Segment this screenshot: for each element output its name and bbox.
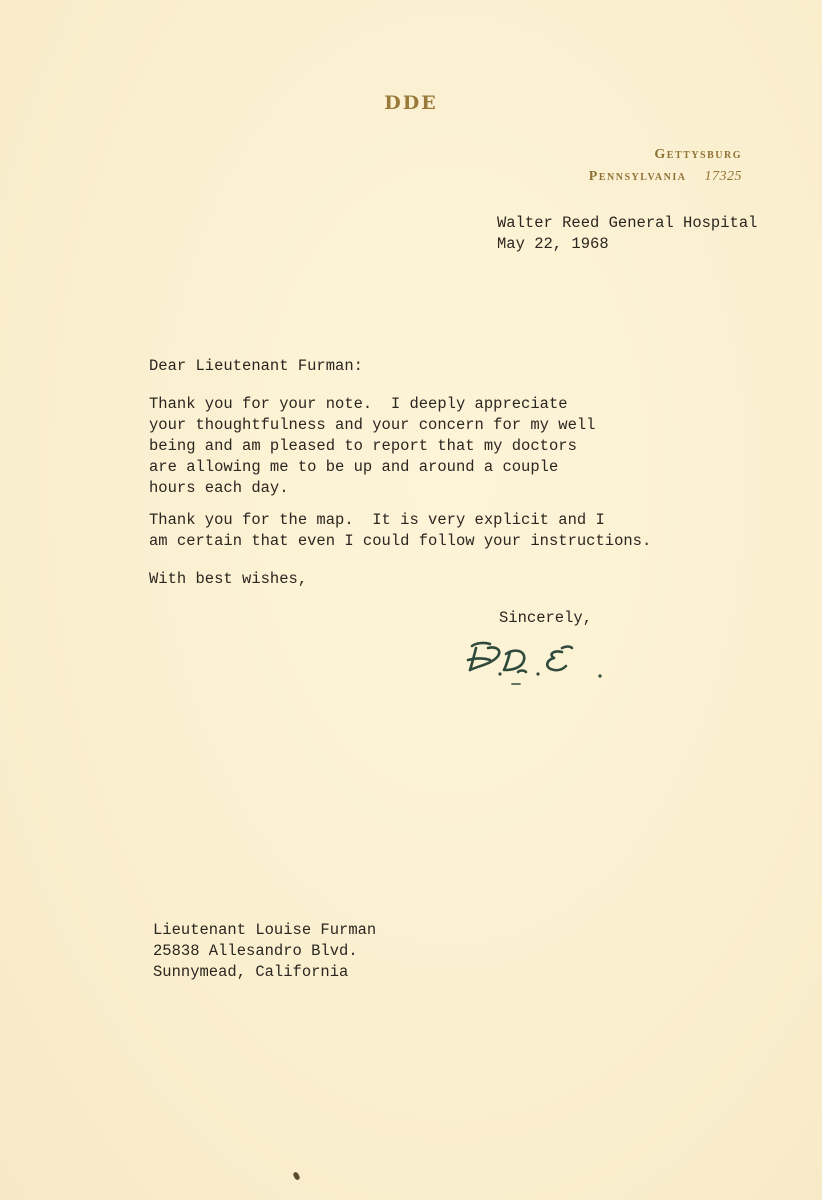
- paper-speck: [292, 1171, 300, 1180]
- letterhead-state-line: [589, 169, 742, 185]
- paragraph-line: am certain that even I could follow your instructions.: [149, 532, 652, 550]
- letterhead-state: Pennsylvania: [588, 169, 687, 184]
- closing-wish: With best wishes,: [149, 570, 308, 588]
- letterhead-monogram: DDE: [384, 92, 438, 114]
- paragraph-1: [149, 394, 595, 499]
- recipient-street: 25838 Allesandro Blvd.: [153, 942, 358, 960]
- paragraph-line: being and am pleased to report that my doctors: [149, 437, 577, 455]
- paragraph-line: hours each day.: [149, 479, 289, 497]
- letterhead-zip: 17325: [704, 169, 742, 184]
- recipient-address: [153, 920, 376, 983]
- salutation: Dear Lieutenant Furman:: [149, 357, 363, 375]
- handwritten-signature: [462, 630, 612, 690]
- sign-off: Sincerely,: [499, 609, 593, 627]
- recipient-name: Lieutenant Louise Furman: [153, 921, 377, 939]
- letter-place: Walter Reed General Hospital: [497, 214, 758, 232]
- paragraph-line: are allowing me to be up and around a couple: [149, 458, 559, 476]
- paragraph-line: your thoughtfulness and your concern for my well: [149, 416, 596, 434]
- paragraph-line: Thank you for your note. I deeply appreciate: [149, 395, 568, 413]
- paragraph-2: [149, 510, 651, 552]
- place-date-block: [497, 213, 757, 255]
- letterhead-city: Gettysburg: [654, 147, 742, 162]
- letter-date: May 22, 1968: [497, 235, 609, 253]
- recipient-city: Sunnymead, California: [153, 963, 349, 981]
- paragraph-line: Thank you for the map. It is very explicit and I: [149, 511, 605, 529]
